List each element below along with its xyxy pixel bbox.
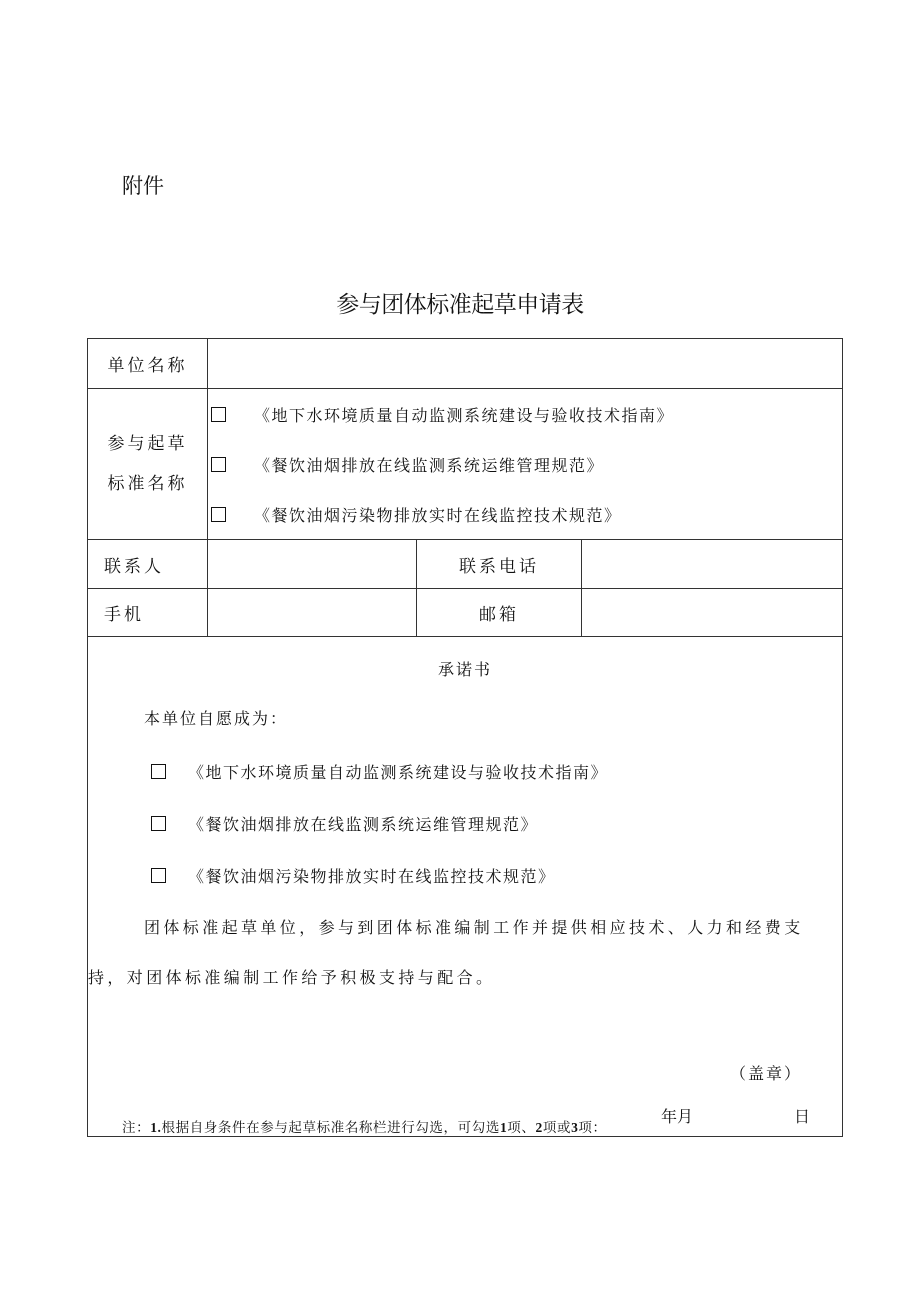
commitment-title: 承诺书 [438, 660, 493, 679]
checkbox[interactable] [211, 407, 226, 422]
email-label: 邮箱 [417, 589, 582, 637]
footnote-number: 1. [150, 1120, 162, 1135]
standard-option[interactable] [208, 489, 842, 539]
commitment-option-label: 《餐饮油烟污染物排放实时在线监控技术规范》 [188, 866, 556, 886]
standard-option-label: 《餐饮油烟排放在线监测系统运维管理规范》 [254, 455, 605, 475]
standard-option[interactable] [208, 389, 842, 439]
standards-label [88, 389, 208, 540]
commitment-section [88, 637, 843, 1137]
footnote [122, 1116, 607, 1136]
standards-options [208, 389, 843, 540]
mobile-field[interactable] [208, 589, 417, 637]
commitment-option-label: 《餐饮油烟排放在线监测系统运维管理规范》 [188, 814, 539, 834]
checkbox[interactable] [211, 457, 226, 472]
checkbox[interactable] [151, 816, 166, 831]
standard-option-label: 《地下水环境质量自动监测系统建设与验收技术指南》 [254, 405, 675, 425]
footnote-count-2: 2 [535, 1120, 543, 1135]
footnote-text: 项： [578, 1120, 607, 1136]
commitment-option[interactable] [88, 745, 842, 797]
unit-name-label: 单位名称 [88, 339, 208, 389]
footnote-count-3: 3 [571, 1120, 579, 1135]
footnote-count-1: 1 [499, 1120, 508, 1135]
stamp-label: （盖章） [730, 1064, 803, 1083]
checkbox[interactable] [151, 764, 166, 779]
unit-name-field[interactable] [208, 339, 843, 389]
application-form-table [87, 338, 843, 1137]
commitment-option-label: 《地下水环境质量自动监测系统建设与验收技术指南》 [188, 762, 609, 782]
footnote-prefix: 注： [122, 1120, 151, 1136]
form-title: 参与团体标准起草申请表 [336, 292, 584, 318]
date-year-month: 年月 [661, 1107, 694, 1126]
checkbox[interactable] [151, 868, 166, 883]
standard-option[interactable] [208, 439, 842, 489]
commitment-intro: 本单位自愿成为： [144, 709, 289, 728]
standards-label-line1: 参与起草 [107, 434, 188, 454]
email-field[interactable] [582, 589, 843, 637]
standards-label-line2: 标准名称 [107, 474, 188, 494]
footnote-text: 根据自身条件在参与起草标准名称栏进行勾选，可勾选 [161, 1120, 500, 1136]
standard-option-label: 《餐饮油烟污染物排放实时在线监控技术规范》 [254, 505, 622, 525]
commitment-option[interactable] [88, 797, 842, 849]
footnote-text: 项、 [507, 1120, 536, 1136]
checkbox[interactable] [211, 507, 226, 522]
footnote-text: 项或 [542, 1120, 572, 1136]
commitment-option[interactable] [88, 849, 842, 901]
contact-phone-label: 联系电话 [417, 540, 582, 589]
mobile-label: 手机 [88, 589, 208, 637]
contact-person-label: 联系人 [88, 540, 208, 589]
date-day: 日 [794, 1107, 811, 1126]
contact-phone-field[interactable] [582, 540, 843, 589]
attachment-label: 附件 [122, 174, 164, 198]
contact-person-field[interactable] [208, 540, 417, 589]
commitment-body: 团体标准起草单位，参与到团体标准编制工作并提供相应技术、人力和经费支持，对团体标准编制工作给予积极支持与配合。 [88, 918, 804, 987]
